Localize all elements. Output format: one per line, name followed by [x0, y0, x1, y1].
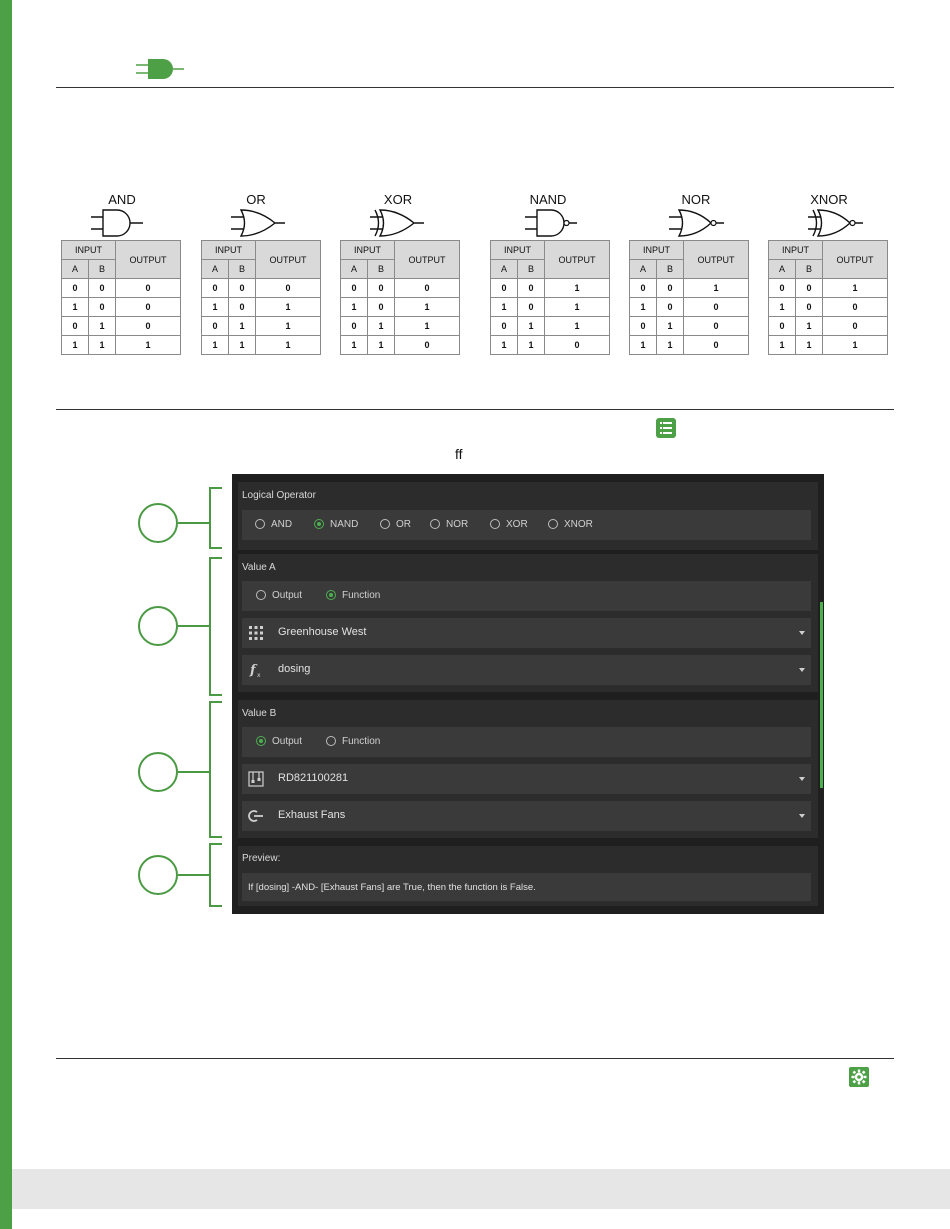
- table-cell: 1: [341, 336, 368, 355]
- value-b-source-select[interactable]: [242, 764, 811, 794]
- value-b-item-value: Exhaust Fans: [278, 809, 346, 821]
- table-row: [769, 298, 888, 317]
- table-cell: 0: [630, 317, 657, 336]
- input-a-header: A: [341, 260, 368, 279]
- radio-label: Output: [272, 590, 303, 601]
- table-row: [491, 279, 610, 298]
- ligature-fragment: ff: [455, 446, 463, 462]
- input-a-header: A: [491, 260, 518, 279]
- value-a-source-value: Greenhouse West: [278, 626, 367, 638]
- table-cell: 1: [368, 336, 395, 355]
- value-b-radio-function[interactable]: [326, 735, 380, 749]
- input-header: INPUT: [630, 241, 684, 260]
- truth-table-or: [201, 193, 323, 355]
- input-header: INPUT: [62, 241, 116, 260]
- table-cell: 0: [62, 279, 89, 298]
- table-cell: 0: [684, 298, 749, 317]
- table-cell: 0: [684, 336, 749, 355]
- operator-radio-nand[interactable]: [314, 518, 358, 532]
- table-cell: 0: [769, 317, 796, 336]
- logical-operator-section: [238, 482, 818, 550]
- table-row: [630, 317, 749, 336]
- table-cell: 1: [89, 317, 116, 336]
- value-a-item-select[interactable]: [242, 655, 811, 685]
- table-cell: 1: [62, 336, 89, 355]
- logical-operator-options: [242, 510, 811, 540]
- table-cell: 1: [630, 298, 657, 317]
- table-cell: 1: [796, 317, 823, 336]
- output-header: OUTPUT: [545, 241, 610, 279]
- gate-name: XNOR: [810, 192, 848, 207]
- nand-gate-icon: [523, 207, 583, 239]
- table-cell: 1: [202, 336, 229, 355]
- output-header: OUTPUT: [823, 241, 888, 279]
- table-cell: 0: [62, 317, 89, 336]
- table-cell: 1: [229, 317, 256, 336]
- nor-gate-icon: [667, 207, 727, 239]
- table-cell: 1: [769, 298, 796, 317]
- radio-circle-icon: [256, 736, 266, 746]
- input-header: INPUT: [341, 241, 395, 260]
- table-row: [630, 336, 749, 355]
- callout-circle-1: [138, 503, 178, 543]
- table-cell: 1: [368, 317, 395, 336]
- radio-label: NAND: [330, 519, 359, 530]
- table-row: [62, 336, 181, 355]
- table-cell: 0: [341, 279, 368, 298]
- table-row: [62, 279, 181, 298]
- table-cell: 0: [202, 279, 229, 298]
- radio-label: Output: [272, 736, 303, 747]
- gate-name: NAND: [529, 192, 567, 207]
- value-a-item-value: dosing: [278, 663, 311, 675]
- radio-circle-icon: [380, 519, 390, 529]
- table-cell: 1: [657, 336, 684, 355]
- table-row: [202, 298, 321, 317]
- radio-circle-icon: [256, 590, 266, 600]
- truth-table-nor: [629, 193, 751, 355]
- and-gate-icon: [89, 207, 149, 239]
- table-cell: 0: [116, 279, 181, 298]
- input-b-header: B: [657, 260, 684, 279]
- table-cell: 1: [62, 298, 89, 317]
- operator-radio-xnor[interactable]: [548, 518, 593, 532]
- callout-circle-4: [138, 855, 178, 895]
- preview-section: [238, 846, 818, 906]
- value-b-radio-output[interactable]: [256, 735, 302, 749]
- and-gate-icon: [136, 58, 186, 80]
- operator-radio-nor[interactable]: [430, 518, 468, 532]
- logic-function-panel: [232, 474, 824, 914]
- radio-label: XOR: [506, 519, 528, 530]
- table-row: [202, 279, 321, 298]
- table-cell: 0: [256, 279, 321, 298]
- table-cell: 0: [769, 279, 796, 298]
- table-cell: 1: [769, 336, 796, 355]
- table-cell: 0: [368, 279, 395, 298]
- table-row: [341, 298, 460, 317]
- table-row: [491, 298, 610, 317]
- xnor-gate-icon: [806, 207, 866, 239]
- svg-text:f: f: [250, 663, 256, 678]
- table-cell: 1: [823, 336, 888, 355]
- table-cell: 0: [657, 279, 684, 298]
- table-cell: 1: [256, 336, 321, 355]
- table-cell: 0: [368, 298, 395, 317]
- chevron-down-icon: [799, 668, 805, 672]
- table-cell: 1: [395, 317, 460, 336]
- page-side-accent-bar: [0, 0, 12, 1229]
- table-row: [491, 336, 610, 355]
- table-cell: 0: [657, 298, 684, 317]
- truth-table: [768, 240, 888, 355]
- footer-band: [12, 1169, 950, 1209]
- table-cell: 0: [630, 279, 657, 298]
- section-divider-3: [56, 1058, 894, 1059]
- table-cell: 0: [823, 298, 888, 317]
- truth-table: [201, 240, 321, 355]
- truth-table-xor: [340, 193, 462, 355]
- chevron-down-icon: [799, 631, 805, 635]
- table-row: [62, 317, 181, 336]
- table-cell: 0: [518, 298, 545, 317]
- table-cell: 1: [545, 279, 610, 298]
- table-cell: 0: [89, 279, 116, 298]
- gate-name: OR: [246, 192, 266, 207]
- radio-label: XNOR: [564, 519, 593, 530]
- truth-table: [340, 240, 460, 355]
- input-b-header: B: [518, 260, 545, 279]
- value-b-section: [238, 700, 818, 838]
- table-cell: 1: [341, 298, 368, 317]
- table-cell: 0: [491, 279, 518, 298]
- gate-name: NOR: [681, 192, 711, 207]
- callout-brackets: [178, 485, 224, 911]
- input-b-header: B: [229, 260, 256, 279]
- table-cell: 1: [202, 298, 229, 317]
- table-cell: 0: [684, 317, 749, 336]
- table-row: [769, 336, 888, 355]
- input-a-header: A: [202, 260, 229, 279]
- radio-label: NOR: [446, 519, 469, 530]
- grid-icon: [248, 625, 264, 641]
- table-row: [491, 317, 610, 336]
- preview-box: [242, 873, 811, 901]
- table-row: [769, 317, 888, 336]
- gate-name: AND: [108, 192, 136, 207]
- value-b-type-options: [242, 727, 811, 757]
- xor-gate-icon: [368, 207, 428, 239]
- table-cell: 1: [657, 317, 684, 336]
- table-row: [202, 317, 321, 336]
- table-cell: 0: [229, 279, 256, 298]
- table-cell: 1: [229, 336, 256, 355]
- radio-circle-icon: [326, 736, 336, 746]
- section-divider-2: [56, 409, 894, 410]
- truth-table-and: [61, 193, 183, 355]
- table-cell: 1: [545, 317, 610, 336]
- callout-circle-2: [138, 606, 178, 646]
- table-cell: 1: [491, 298, 518, 317]
- table-cell: 0: [116, 317, 181, 336]
- callout-circle-3: [138, 752, 178, 792]
- input-b-header: B: [89, 260, 116, 279]
- value-a-radio-function[interactable]: [326, 589, 380, 603]
- input-a-header: A: [769, 260, 796, 279]
- table-cell: 1: [823, 279, 888, 298]
- truth-table: [490, 240, 610, 355]
- table-cell: 1: [630, 336, 657, 355]
- gate-name: XOR: [383, 192, 413, 207]
- table-cell: 0: [395, 336, 460, 355]
- input-b-header: B: [368, 260, 395, 279]
- radio-circle-icon: [430, 519, 440, 529]
- value-b-source-value: RD821100281: [278, 772, 349, 784]
- table-cell: 0: [796, 279, 823, 298]
- table-cell: 1: [796, 336, 823, 355]
- input-header: INPUT: [491, 241, 545, 260]
- table-row: [341, 279, 460, 298]
- table-row: [630, 279, 749, 298]
- output-plug-icon: [248, 808, 264, 824]
- table-cell: 1: [684, 279, 749, 298]
- table-cell: 1: [116, 336, 181, 355]
- function-icon: [248, 662, 264, 678]
- value-a-type-options: [242, 581, 811, 611]
- operator-radio-or[interactable]: [380, 518, 411, 532]
- table-cell: 0: [116, 298, 181, 317]
- table-cell: 1: [545, 298, 610, 317]
- radio-label: Function: [342, 590, 381, 601]
- table-row: [341, 317, 460, 336]
- value-b-item-select[interactable]: [242, 801, 811, 831]
- truth-table-xnor: [768, 193, 890, 355]
- table-cell: 0: [89, 298, 116, 317]
- table-cell: 0: [518, 279, 545, 298]
- svg-text:x: x: [257, 672, 261, 678]
- table-cell: 1: [491, 336, 518, 355]
- truth-table: [61, 240, 181, 355]
- table-cell: 1: [395, 298, 460, 317]
- value-a-radio-output[interactable]: [256, 589, 302, 603]
- table-cell: 0: [796, 298, 823, 317]
- value-a-source-select[interactable]: [242, 618, 811, 648]
- input-header: INPUT: [202, 241, 256, 260]
- table-cell: 0: [202, 317, 229, 336]
- table-row: [341, 336, 460, 355]
- table-cell: 1: [89, 336, 116, 355]
- operator-radio-and[interactable]: [255, 518, 292, 532]
- input-a-header: A: [62, 260, 89, 279]
- operator-radio-xor[interactable]: [490, 518, 528, 532]
- radio-circle-icon: [490, 519, 500, 529]
- or-gate-icon: [229, 207, 289, 239]
- input-a-header: A: [630, 260, 657, 279]
- table-cell: 1: [256, 298, 321, 317]
- chevron-down-icon: [799, 777, 805, 781]
- table-row: [62, 298, 181, 317]
- table-cell: 0: [823, 317, 888, 336]
- controller-device-icon: [248, 771, 264, 787]
- table-row: [202, 336, 321, 355]
- output-header: OUTPUT: [256, 241, 321, 279]
- radio-circle-icon: [255, 519, 265, 529]
- input-b-header: B: [796, 260, 823, 279]
- table-cell: 0: [545, 336, 610, 355]
- preview-title: Preview:: [242, 853, 281, 864]
- output-header: OUTPUT: [116, 241, 181, 279]
- radio-label: OR: [396, 519, 411, 530]
- table-cell: 0: [341, 317, 368, 336]
- chevron-down-icon: [799, 814, 805, 818]
- table-cell: 1: [518, 317, 545, 336]
- table-cell: 0: [229, 298, 256, 317]
- value-a-section: [238, 554, 818, 692]
- radio-circle-icon: [326, 590, 336, 600]
- table-cell: 1: [256, 317, 321, 336]
- table-cell: 0: [491, 317, 518, 336]
- table-row: [630, 298, 749, 317]
- truth-table: [629, 240, 749, 355]
- radio-label: AND: [271, 519, 293, 530]
- value-a-title: Value A: [242, 562, 276, 573]
- logical-operator-title: Logical Operator: [242, 490, 316, 501]
- table-cell: 1: [518, 336, 545, 355]
- section-divider-1: [56, 87, 894, 88]
- value-b-title: Value B: [242, 708, 277, 719]
- radio-label: Function: [342, 736, 381, 747]
- input-header: INPUT: [769, 241, 823, 260]
- scrollbar[interactable]: [820, 602, 823, 788]
- list-icon: [656, 418, 676, 438]
- output-header: OUTPUT: [684, 241, 749, 279]
- truth-table-nand: [490, 193, 612, 355]
- preview-text: If [dosing] -AND- [Exhaust Fans] are True, then the function is False.: [248, 882, 536, 893]
- output-header: OUTPUT: [395, 241, 460, 279]
- table-row: [769, 279, 888, 298]
- radio-circle-icon: [314, 519, 324, 529]
- table-cell: 0: [395, 279, 460, 298]
- radio-circle-icon: [548, 519, 558, 529]
- gear-icon: [849, 1067, 869, 1087]
